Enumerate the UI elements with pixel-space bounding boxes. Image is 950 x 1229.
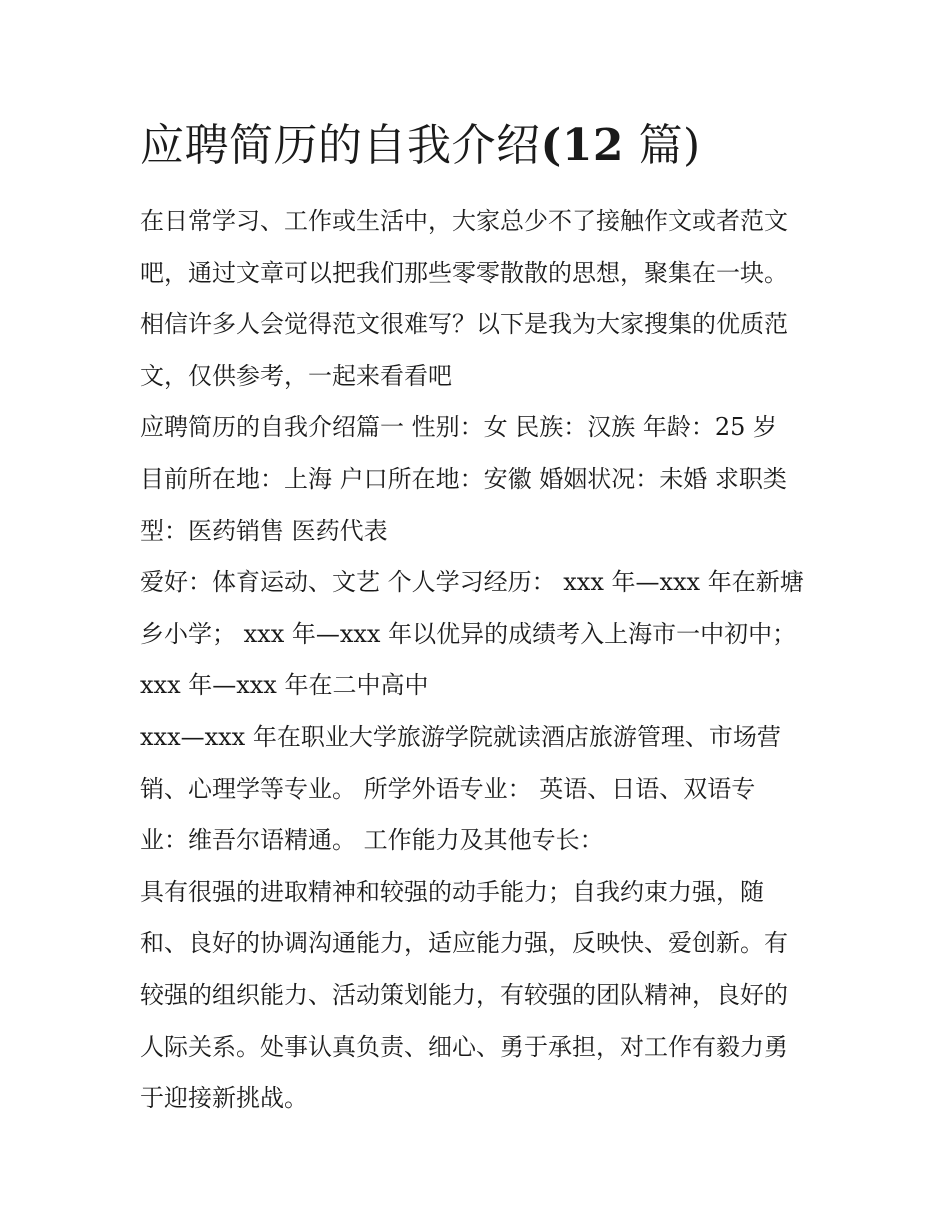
text-line: xxx 年—xxx 年在二中高中 xyxy=(140,671,429,700)
text-line: 吧，通过文章可以把我们那些零零散散的思想，聚集在一块。 xyxy=(140,258,788,287)
text-line: 具有很强的进取精神和较强的动手能力；自我约束力强，随 xyxy=(140,877,764,906)
title-text: 应聘简历的自我介绍 xyxy=(140,120,541,171)
text-line: 销、心理学等专业。 所学外语专业： 英语、日语、双语专 xyxy=(140,774,756,803)
text-line: 乡小学； xxx 年—xxx 年以优异的成绩考入上海市一中初中； xyxy=(140,619,797,648)
text-line: 目前所在地：上海 户口所在地：安徽 婚姻状况：未婚 求职类 xyxy=(140,464,787,493)
title-unit: 篇) xyxy=(638,120,701,171)
title-count: (12 xyxy=(540,120,625,171)
text-line: 相信许多人会觉得范文很难写？以下是我为大家搜集的优质范 xyxy=(140,310,788,339)
text-line: 较强的组织能力、活动策划能力，有较强的团队精神，良好的 xyxy=(140,980,788,1009)
text-line: 应聘简历的自我介绍篇一 性别：女 民族：汉族 年龄：25 岁 xyxy=(140,413,778,442)
text-line: 人际关系。处事认真负责、细心、勇于承担，对工作有毅力勇 xyxy=(140,1032,788,1061)
document-title xyxy=(140,116,840,176)
text-line: 业：维吾尔语精通。 工作能力及其他专长： xyxy=(140,826,604,855)
text-line: xxx—xxx 年在职业大学旅游学院就读酒店旅游管理、市场营 xyxy=(140,722,781,751)
text-line: 在日常学习、工作或生活中，大家总少不了接触作文或者范文 xyxy=(140,207,788,235)
document-body xyxy=(140,196,820,1125)
text-line: 文，仅供参考，一起来看看吧 xyxy=(140,361,452,390)
text-line: 于迎接新挑战。 xyxy=(140,1084,308,1113)
text-line: 型：医药销售 医药代表 xyxy=(140,516,388,545)
text-line: 爱好：体育运动、文艺 个人学习经历： xxx 年—xxx 年在新塘 xyxy=(140,568,804,597)
text-line: 和、良好的协调沟通能力，适应能力强，反映快、爱创新。有 xyxy=(140,929,788,958)
